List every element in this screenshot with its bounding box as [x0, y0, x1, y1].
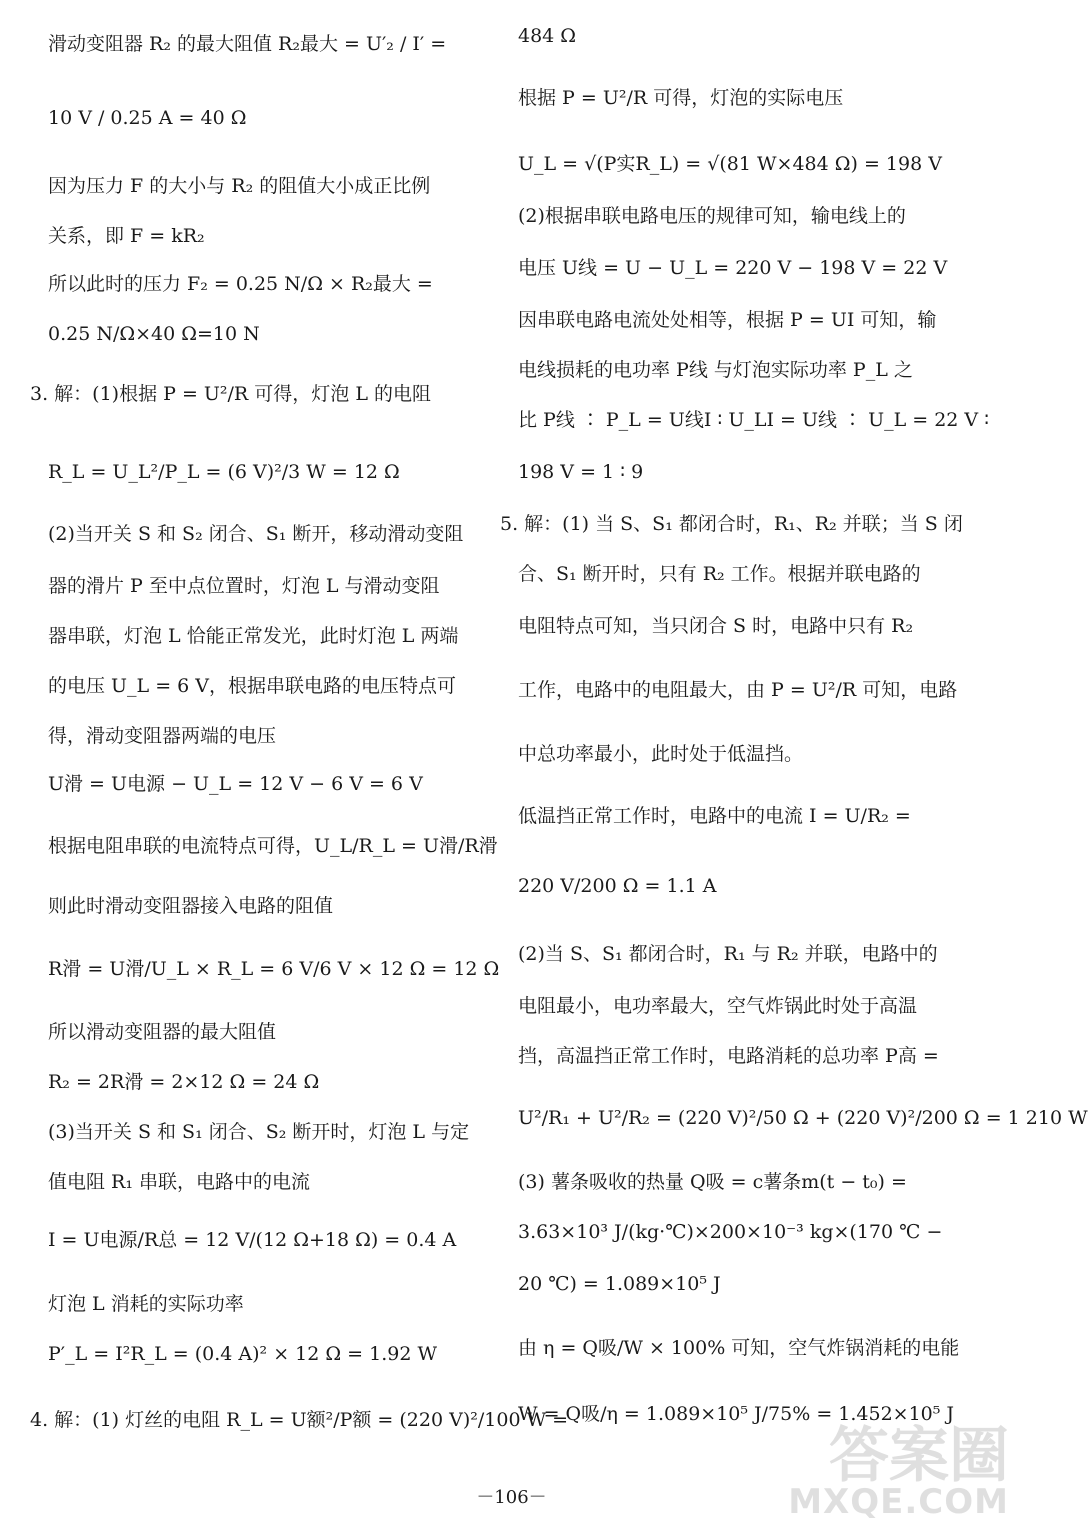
right-text-line: 工作，电路中的电阻最大，由 P = U²/R 可知，电路 [518, 679, 958, 701]
right-text-line: 低温挡正常工作时，电路中的电流 I = U/R₂ = [518, 805, 911, 827]
right-text-line: U²/R₁ + U²/R₂ = (220 V)²/50 Ω + (220 V)²/200 Ω = 1 210 W [518, 1107, 1088, 1129]
left-text-line: 滑动变阻器 R₂ 的最大阻值 R₂最大 = U′₂ / I′ = [48, 33, 447, 55]
left-text-line: 所以滑动变阻器的最大阻值 [48, 1021, 277, 1043]
right-text-line: 根据 P = U²/R 可得，灯泡的实际电压 [518, 87, 844, 109]
right-text-line: 合、S₁ 断开时，只有 R₂ 工作。根据并联电路的 [518, 563, 921, 585]
right-text-line: W = Q吸/η = 1.089×10⁵ J/75% = 1.452×10⁵ J [518, 1403, 955, 1425]
left-text-line: R滑 = U滑/U_L × R_L = 6 V/6 V × 12 Ω = 12 Ω [48, 958, 500, 980]
right-text-line: 电阻最小，电功率最大，空气炸锅此时处于高温 [518, 995, 918, 1017]
right-text-line: 电压 U线 = U − U_L = 220 V − 198 V = 22 V [518, 257, 948, 279]
left-text-line: 4. 解：(1) 灯丝的电阻 R_L = U额²/P额 = (220 V)²/100 W = [30, 1409, 569, 1431]
left-text-line: 所以此时的压力 F₂ = 0.25 N/Ω × R₂最大 = [48, 273, 433, 295]
left-text-line: 0.25 N/Ω×40 Ω=10 N [48, 323, 260, 345]
right-text-line: 484 Ω [518, 25, 577, 47]
page-number: －106－ [476, 1487, 547, 1508]
right-text-line: 3.63×10³ J/(kg·℃)×200×10⁻³ kg×(170 ℃ − [518, 1221, 943, 1243]
left-text-line: (3)当开关 S 和 S₁ 闭合、S₂ 断开时，灯泡 L 与定 [48, 1121, 470, 1143]
left-text-line: 得，滑动变阻器两端的电压 [48, 725, 277, 747]
right-text-line: 5. 解：(1) 当 S、S₁ 都闭合时，R₁、R₂ 并联；当 S 闭 [500, 513, 963, 535]
left-text-line: 3. 解：(1)根据 P = U²/R 可得，灯泡 L 的电阻 [30, 383, 431, 405]
left-text-line: (2)当开关 S 和 S₂ 闭合、S₁ 断开，移动滑动变阻 [48, 523, 464, 545]
right-text-line: 电阻特点可知，当只闭合 S 时，电路中只有 R₂ [518, 615, 914, 637]
right-text-line: 中总功率最小，此时处于低温挡。 [518, 743, 804, 765]
right-text-line: 电线损耗的电功率 P线 与灯泡实际功率 P_L 之 [518, 359, 913, 381]
left-text-line: U滑 = U电源 − U_L = 12 V − 6 V = 6 V [48, 773, 423, 795]
left-text-line: 关系，即 F = kR₂ [48, 225, 205, 247]
right-text-line: 220 V/200 Ω = 1.1 A [518, 875, 717, 897]
right-text-line: 由 η = Q吸/W × 100% 可知，空气炸锅消耗的电能 [518, 1337, 960, 1359]
left-text-line: 器的滑片 P 至中点位置时，灯泡 L 与滑动变阻 [48, 575, 440, 597]
left-text-line: 灯泡 L 消耗的实际功率 [48, 1293, 244, 1315]
right-text-line: U_L = √(P实R_L) = √(81 W×484 Ω) = 198 V [518, 153, 942, 175]
left-text-line: R₂ = 2R滑 = 2×12 Ω = 24 Ω [48, 1071, 320, 1093]
left-text-line: 值电阻 R₁ 串联，电路中的电流 [48, 1171, 311, 1193]
left-text-line: P′_L = I²R_L = (0.4 A)² × 12 Ω = 1.92 W [48, 1343, 438, 1365]
right-text-line: 20 ℃) = 1.089×10⁵ J [518, 1273, 721, 1295]
right-text-line: 因串联电路电流处处相等，根据 P = UI 可知，输 [518, 309, 937, 331]
right-text-line: (2)当 S、S₁ 都闭合时，R₁ 与 R₂ 并联，电路中的 [518, 943, 938, 965]
right-text-line: 198 V = 1 ∶ 9 [518, 461, 644, 483]
right-text-line: 挡，高温挡正常工作时，电路消耗的总功率 P高 = [518, 1045, 939, 1067]
watermark-mark: 答案圈 [829, 1421, 1009, 1491]
left-text-line: 器串联，灯泡 L 恰能正常发光，此时灯泡 L 两端 [48, 625, 459, 647]
right-text-line: (2)根据串联电路电压的规律可知，输电线上的 [518, 205, 906, 227]
watermark-url: MXQE.COM [788, 1482, 1009, 1522]
right-text-line: 比 P线 ∶ P_L = U线I ∶ U_LI = U线 ∶ U_L = 22 V ∶ [518, 409, 990, 431]
left-text-line: 因为压力 F 的大小与 R₂ 的阻值大小成正比例 [48, 175, 431, 197]
left-text-line: R_L = U_L²/P_L = (6 V)²/3 W = 12 Ω [48, 461, 400, 483]
left-text-line: 10 V / 0.25 A = 40 Ω [48, 107, 247, 129]
left-text-line: 的电压 U_L = 6 V，根据串联电路的电压特点可 [48, 675, 457, 697]
watermark-logo [788, 1408, 1009, 1528]
left-text-line: I = U电源/R总 = 12 V/(12 Ω+18 Ω) = 0.4 A [48, 1229, 457, 1251]
left-text-line: 根据电阻串联的电流特点可得，U_L/R_L = U滑/R滑 [48, 835, 498, 857]
left-text-line: 则此时滑动变阻器接入电路的阻值 [48, 895, 334, 917]
right-text-line: (3) 薯条吸收的热量 Q吸 = c薯条m(t − t₀) = [518, 1171, 907, 1193]
